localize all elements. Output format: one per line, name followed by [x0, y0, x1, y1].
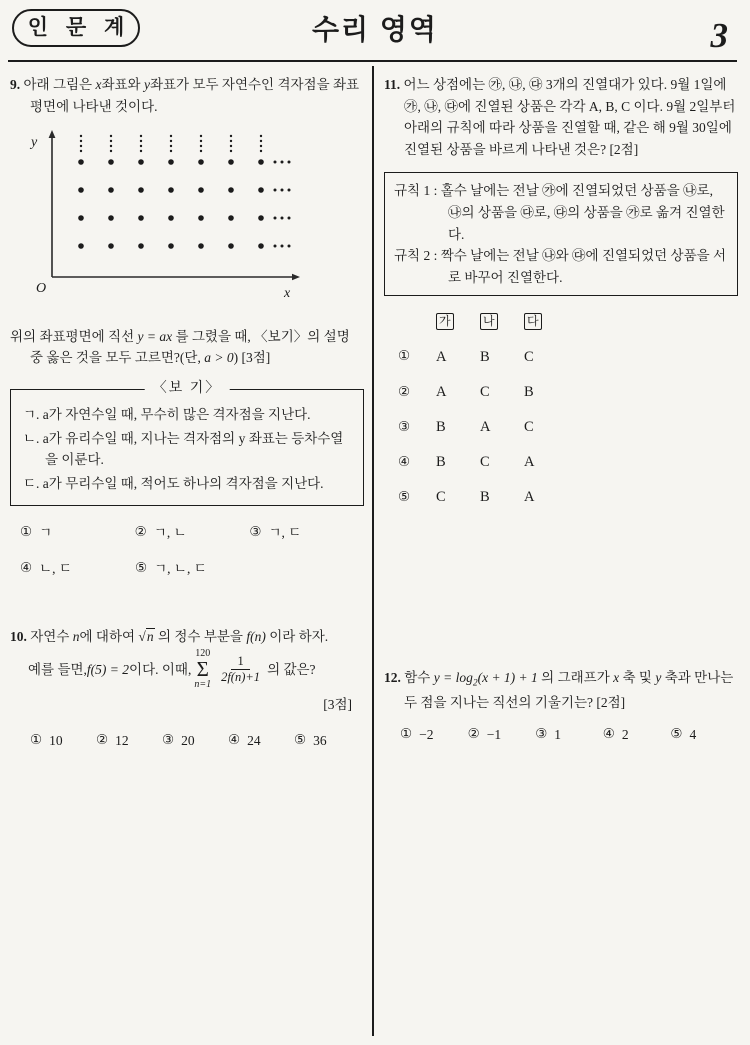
choice[interactable]: [135, 522, 250, 544]
choice-label: −2: [419, 726, 434, 742]
question-number: 12.: [384, 670, 401, 686]
choice-number: ④: [20, 559, 33, 576]
rule-item: 규칙 2 : 짝수 날에는 전날 ㉯와 ㉰에 진열되었던 상품을 서로 바꾸어 진열한다.: [394, 248, 727, 285]
right-column: [384, 74, 738, 746]
choice-label: 12: [115, 732, 129, 748]
table-row[interactable]: [398, 381, 738, 404]
lattice-figure: [22, 129, 364, 312]
choice[interactable]: [670, 724, 738, 746]
question-12: [384, 667, 738, 745]
bogi-label: 〈보 기〉: [145, 378, 230, 400]
question-9-text: 9. 아래 그림은 x좌표와 y좌표가 모두 자연수인 격자점을 좌표평면에 나타낸 것이다.: [10, 77, 360, 114]
choice-number: ③: [249, 524, 262, 541]
choice-number: ③: [398, 418, 411, 435]
sum-upper-limit: 120: [195, 648, 211, 660]
question-10: [10, 626, 364, 752]
question-9: [10, 74, 364, 580]
choice-number: ①: [20, 524, 33, 541]
x-axis-label: x: [284, 286, 291, 302]
choice[interactable]: [468, 724, 536, 746]
table-cell: C: [524, 348, 534, 365]
table-cell: B: [480, 489, 490, 506]
points-badge: [3점]: [323, 697, 352, 713]
question-9-choices-row-2: [20, 558, 364, 580]
table-cell: A: [524, 489, 535, 506]
page-title: 수리 영역: [312, 14, 438, 45]
shelf-header-ga: 가: [436, 313, 454, 330]
sum-lower-limit: n=1: [194, 679, 212, 691]
choice[interactable]: [30, 730, 96, 752]
choice-number: ①: [30, 731, 43, 748]
table-row[interactable]: [398, 451, 738, 474]
fraction-denominator: 2f(n)+1: [221, 670, 261, 685]
table-row[interactable]: [398, 416, 738, 439]
table-cell: B: [436, 454, 446, 471]
y-axis-label: y: [31, 135, 38, 151]
choice-label: −1: [486, 726, 502, 742]
answer-table: [398, 310, 738, 509]
choice-label: ㄱ: [39, 525, 53, 541]
choice[interactable]: [249, 522, 364, 544]
left-column: [10, 74, 364, 751]
question-12-choices: [400, 724, 738, 746]
table-cell: A: [524, 454, 535, 471]
bogi-item: ㄷ. a가 무리수일 때, 적어도 하나의 격자점을 지난다.: [23, 475, 324, 491]
choice-label: 24: [247, 732, 261, 748]
bogi-item: ㄱ. a가 자연수일 때, 무수히 많은 격자점을 지난다.: [23, 406, 311, 422]
choice-label: 36: [313, 732, 327, 748]
question-9-prompt: 위의 좌표평면에 직선 y = ax 를 그렸을 때, 〈보기〉의 설명 중 옳은 것을 모두 고르면?(단, a > 0) [3점]: [10, 328, 350, 366]
choice-number: ①: [398, 348, 411, 365]
summation: [194, 649, 211, 690]
choice-label: 2: [621, 726, 629, 742]
choice-label: 4: [689, 726, 697, 742]
choice-number: ③: [162, 731, 175, 748]
question-9-choices-row-1: [20, 522, 364, 544]
choice-number: ④: [602, 725, 615, 742]
question-10-text: 10. 자연수 n에 대하여 √n 의 정수 부분을 f(n) 이라 하자.: [10, 628, 329, 644]
choice-number: ④: [228, 731, 241, 748]
choice[interactable]: [535, 724, 603, 746]
column-divider: [372, 66, 374, 1036]
choice-number: ④: [398, 453, 411, 470]
choice[interactable]: [135, 558, 250, 580]
table-cell: C: [436, 489, 446, 506]
shelf-header-na: 나: [480, 313, 498, 330]
bogi-box: [10, 380, 364, 506]
choice[interactable]: [20, 558, 135, 580]
choice[interactable]: [20, 522, 135, 544]
table-cell: A: [436, 348, 447, 365]
choice-label: ㄱ, ㄴ, ㄷ: [154, 560, 207, 576]
fraction-numerator: 1: [231, 654, 249, 671]
choice[interactable]: [96, 730, 162, 752]
choice-label: ㄱ, ㄴ: [153, 525, 187, 541]
choice-number: ③: [535, 725, 548, 742]
choice[interactable]: [400, 724, 468, 746]
question-11-text: 11. 어느 상점에는 ㉮, ㉯, ㉰ 3개의 진열대가 있다. 9월 1일에 ㉮, ㉯, ㉰에 진열된 상품은 각각 A, B, C 이다. 9월 2일부터 아래의 규칙에 따라 상품을 진열할 때, 같은 해 9월 30일에 진열된 상품을 바르게 나타낸 것은? [2점]: [384, 77, 736, 157]
choice-number: ⑤: [294, 731, 307, 748]
question-number: 11.: [384, 77, 401, 92]
choice-number: ②: [467, 725, 480, 742]
table-cell: C: [524, 418, 534, 435]
page-number: 3: [710, 16, 728, 55]
choice-number: ⑤: [670, 725, 683, 742]
table-header-row: [398, 310, 738, 333]
question-number: 9.: [10, 77, 21, 92]
choice[interactable]: [228, 730, 294, 752]
choice-number: ⑤: [398, 489, 411, 506]
question-11: [384, 74, 738, 509]
table-row[interactable]: [398, 346, 738, 369]
choice[interactable]: [603, 724, 671, 746]
choice[interactable]: [294, 730, 360, 752]
header-rule: [8, 60, 737, 62]
table-cell: C: [480, 454, 490, 471]
table-cell: A: [480, 418, 491, 435]
question-10-choices: [30, 730, 364, 752]
bogi-item: ㄴ. a가 유리수일 때, 지나는 격자점의 y 좌표는 등차수열을 이룬다.: [23, 430, 344, 468]
choice[interactable]: [162, 730, 228, 752]
section-label: 인 문 계: [27, 16, 131, 40]
table-cell: B: [524, 383, 534, 400]
choice-number: ①: [400, 725, 413, 742]
choice-number: ②: [96, 731, 109, 748]
choice-number: ②: [134, 524, 147, 541]
table-row[interactable]: [398, 486, 738, 509]
choice-number: ②: [398, 383, 411, 400]
lattice-dots: [78, 135, 290, 249]
question-number: 10.: [10, 628, 27, 644]
table-cell: B: [436, 418, 446, 435]
table-cell: A: [436, 383, 447, 400]
choice-label: 20: [181, 732, 195, 748]
question-12-text: 12. 함수 $y = \log_2(x + 1) + 1$ 의 그래프가 x 축 및 y 축과 만나는 두 점을 지나는 직선의 기울기는? [2점]: [384, 670, 734, 711]
shelf-header-da: 다: [524, 313, 542, 330]
choice-label: 10: [49, 732, 63, 748]
fraction: [218, 654, 263, 686]
rule-item: 규칙 1 : 홀수 날에는 전날 ㉮에 진열되었던 상품을 ㉯로, ㉯의 상품을 ㉰로, ㉰의 상품을 ㉮로 옮겨 진열한다.: [394, 183, 725, 242]
table-cell: C: [480, 383, 490, 400]
choice-label: ㄴ, ㄷ: [39, 560, 72, 576]
question-10-formula-line: 예를 들면, f(5) = 2 이다. 이때, 120 Σ n=1 $\frac{1}{2f(n)+1}$ 의 값은?: [28, 648, 316, 691]
choice-label: ㄱ, ㄷ: [268, 525, 302, 541]
table-cell: B: [480, 348, 490, 365]
choice-number: ⑤: [135, 559, 148, 576]
radical-sign: √: [138, 628, 146, 644]
sigma-symbol: Σ: [196, 657, 209, 682]
choice-label: 1: [554, 726, 562, 742]
origin-label: O: [36, 281, 47, 297]
rules-box: [384, 172, 738, 296]
log-expression: $y = \log_2(x + 1) + 1$: [433, 670, 538, 690]
